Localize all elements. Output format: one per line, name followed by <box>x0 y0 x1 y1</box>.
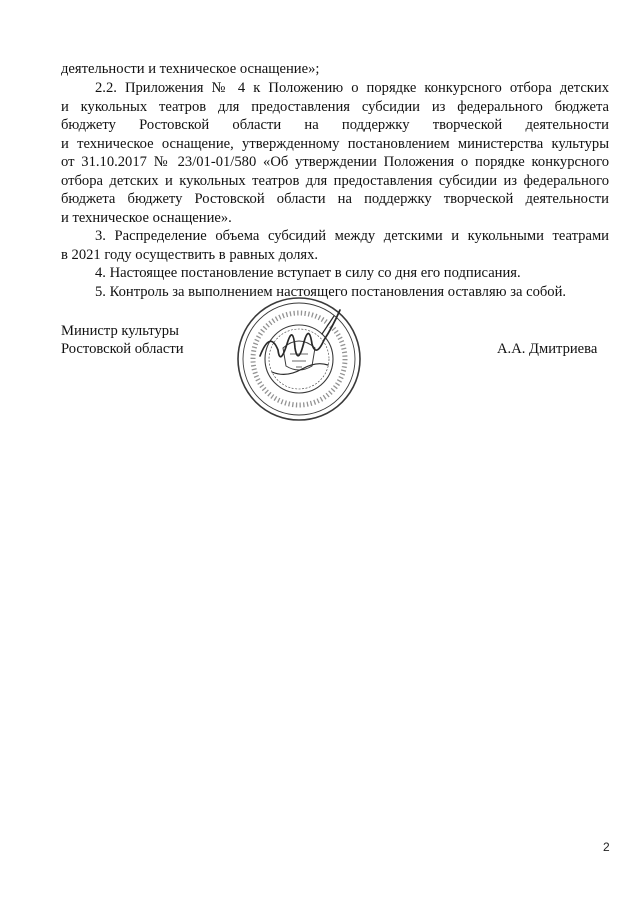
text-line: от 31.10.2017 № 23/01-01/580 «Об утверждении Положения о порядке конкурсного <box>61 154 609 170</box>
signatory-region: Ростовской области <box>61 341 184 357</box>
text-line: и техническое оснащение». <box>61 210 232 226</box>
text-line: отбора детских и кукольных театров для предоставления субсидии из федерального <box>61 173 609 189</box>
text-line: 2.2. Приложения № 4 к Положению о порядке конкурсного отбора детских <box>95 80 609 96</box>
text-line: бюджету Ростовской области на поддержку творческой деятельности <box>61 117 609 133</box>
text-line: 3. Распределение объема субсидий между детскими и кукольными театрами <box>95 228 609 244</box>
text-line: в 2021 году осуществить в равных долях. <box>61 247 319 263</box>
text-line: 4. Настоящее постановление вступает в силу со дня его подписания. <box>95 265 521 281</box>
text-line: и кукольных театров для предоставления субсидии из федерального бюджета <box>61 99 609 115</box>
signatory-name: А.А. Дмитриева <box>497 341 598 357</box>
text-line: деятельности и техническое оснащение»; <box>61 61 320 77</box>
text-line: и техническое оснащение, утвержденному постановлением министерства культуры <box>61 136 609 152</box>
signatory-position: Министр культуры <box>61 323 179 339</box>
official-seal-stamp <box>234 294 364 424</box>
text-line: бюджета бюджету Ростовской области на поддержку творческой деятельности <box>61 191 609 207</box>
text-line: 5. Контроль за выполнением настоящего постановления оставляю за собой. <box>95 284 567 300</box>
page-number: 2 <box>603 840 610 854</box>
